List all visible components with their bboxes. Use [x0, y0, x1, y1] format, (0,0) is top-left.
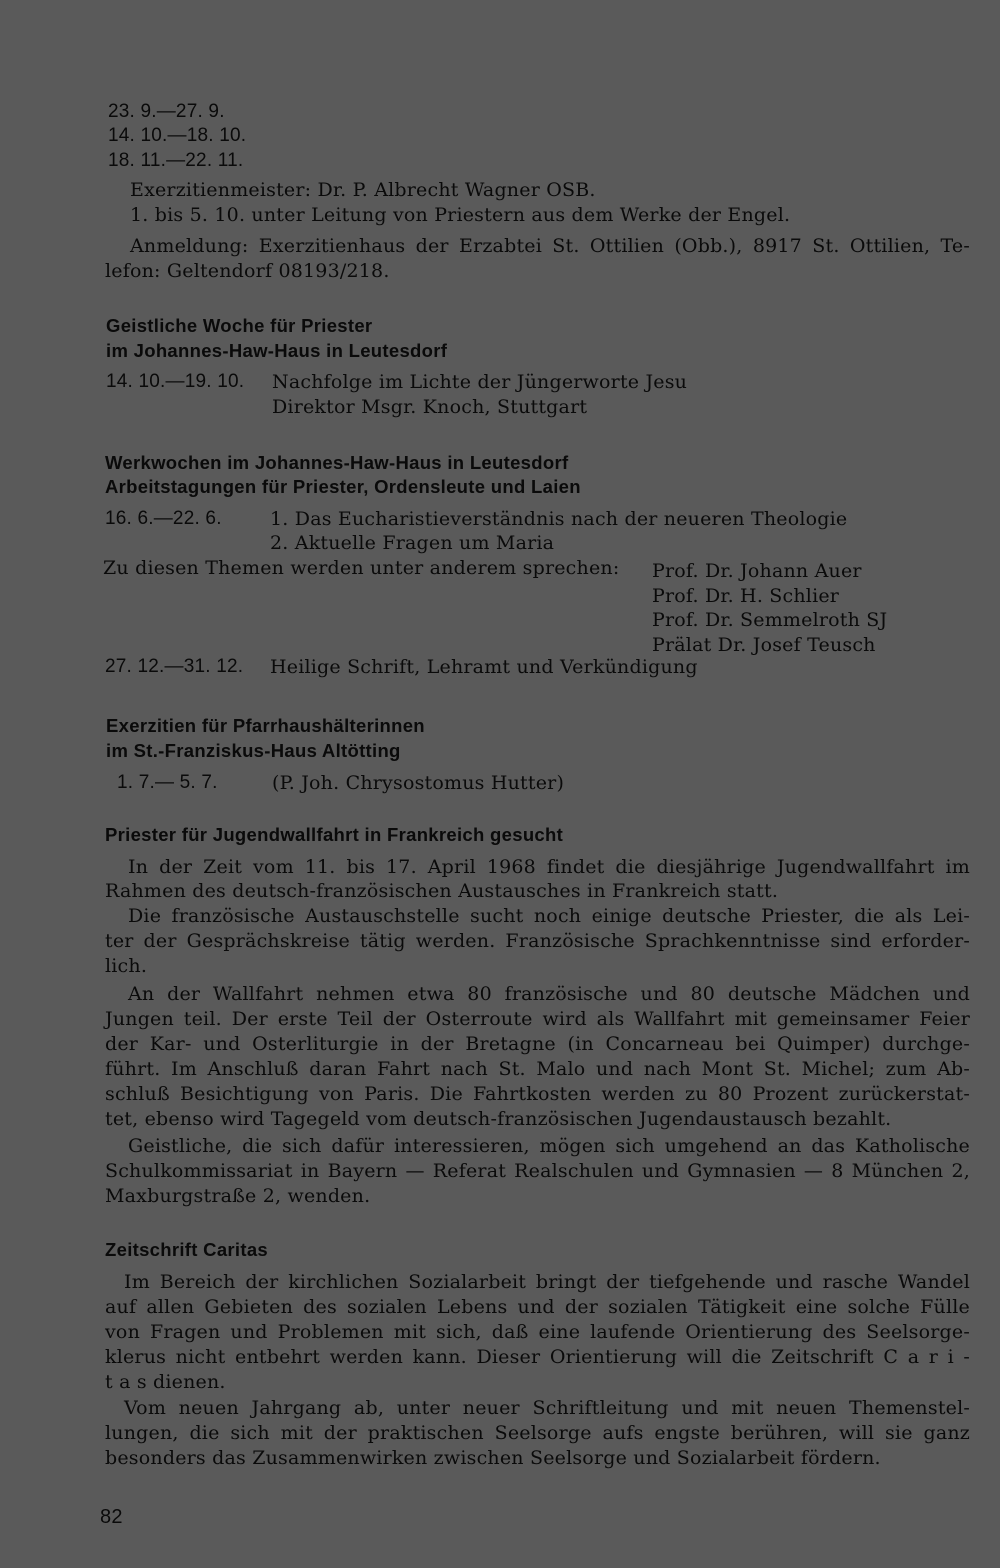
- speaker-name: Prälat Dr. Josef Teusch: [652, 634, 876, 656]
- body-line: von Fragen und Problemen mit sich, daß eine laufende Orientierung des Seelsorge-: [105, 1321, 970, 1343]
- body-line: Rahmen des deutsch-französischen Austausches in Frankreich statt.: [105, 880, 779, 902]
- speaker-name: Prof. Dr. H. Schlier: [652, 585, 840, 607]
- event-date: 27. 12.—31. 12.: [105, 656, 244, 677]
- retreat-master: Exerzitienmeister: Dr. P. Albrecht Wagner OSB.: [130, 179, 596, 201]
- event-topic: Heilige Schrift, Lehramt und Verkündigung: [270, 656, 698, 678]
- section-heading: im St.-Franziskus-Haus Altötting: [106, 740, 401, 761]
- registration-line: Anmeldung: Exerzitienhaus der Erzabtei St. Ottilien (Obb.), 8917 St. Ottilien, Te-: [130, 235, 970, 257]
- body-line: besonders das Zusammenwirken zwischen Seelsorge und Sozialarbeit fördern.: [105, 1447, 881, 1469]
- body-line: Schulkommissariat in Bayern — Referat Realschulen und Gymnasien — 8 München 2,: [105, 1160, 970, 1182]
- body-line: lungen, die sich mit der praktischen Seelsorge aufs engste berühren, will sie ganz: [105, 1422, 970, 1444]
- speaker-name: Prof. Dr. Johann Auer: [652, 560, 862, 582]
- body-line: In der Zeit vom 11. bis 17. April 1968 findet die diesjährige Jugendwallfahrt im: [128, 856, 970, 878]
- body-line: der Kar- und Osterliturgie in der Bretagne (in Concarneau bei Quimper) durchge-: [105, 1033, 970, 1055]
- body-line: Geistliche, die sich dafür interessieren, mögen sich umgehend an das Katholische: [128, 1135, 970, 1157]
- event-topic: 2. Aktuelle Fragen um Maria: [270, 532, 555, 554]
- body-line: lich.: [105, 955, 148, 977]
- event-date: 14. 10.—19. 10.: [106, 371, 245, 392]
- registration-line: lefon: Geltendorf 08193/218.: [105, 260, 390, 282]
- body-line: auf allen Gebieten des sozialen Lebens und der sozialen Tätigkeit eine solche Fülle: [105, 1296, 970, 1318]
- retreat-engel: 1. bis 5. 10. unter Leitung von Priestern aus dem Werke der Engel.: [130, 204, 791, 226]
- body-line: schluß Besichtigung von Paris. Die Fahrtkosten werden zu 80 Prozent zurückerstat-: [105, 1083, 970, 1105]
- retreat-date: 23. 9.—27. 9.: [108, 101, 225, 122]
- body-line: Im Bereich der kirchlichen Sozialarbeit bringt der tiefgehende und rasche Wandel: [124, 1271, 970, 1293]
- body-line: Die französische Austauschstelle sucht noch einige deutsche Priester, die als Lei-: [128, 905, 970, 927]
- event-speaker: Direktor Msgr. Knoch, Stuttgart: [272, 396, 588, 418]
- section-heading: im Johannes-Haw-Haus in Leutesdorf: [106, 340, 448, 361]
- event-date: 1. 7.— 5. 7.: [117, 772, 218, 793]
- page-number: 82: [100, 1506, 123, 1528]
- event-date: 16. 6.—22. 6.: [105, 508, 222, 529]
- section-heading: Werkwochen im Johannes-Haw-Haus in Leutesdorf: [105, 452, 569, 473]
- event-topic: Nachfolge im Lichte der Jüngerworte Jesu: [272, 371, 688, 393]
- section-heading: Priester für Jugendwallfahrt in Frankreich gesucht: [105, 824, 564, 845]
- body-line: An der Wallfahrt nehmen etwa 80 französische und 80 deutsche Mädchen und: [128, 983, 970, 1005]
- section-heading: Exerzitien für Pfarrhaushälterinnen: [106, 715, 425, 736]
- body-line: Vom neuen Jahrgang ab, unter neuer Schriftleitung und mit neuen Themenstel-: [124, 1397, 970, 1419]
- section-heading: Geistliche Woche für Priester: [106, 315, 373, 336]
- body-line: tet, ebenso wird Tagegeld vom deutsch-französischen Jugendaustausch bezahlt.: [105, 1108, 892, 1130]
- event-topic: 1. Das Eucharistieverständnis nach der neueren Theologie: [270, 508, 848, 530]
- body-line: t a s dienen.: [105, 1371, 226, 1393]
- speakers-intro: Zu diesen Themen werden unter anderem sprechen:: [103, 557, 620, 579]
- event-leader: (P. Joh. Chrysostomus Hutter): [272, 772, 565, 794]
- retreat-date: 18. 11.—22. 11.: [108, 150, 244, 171]
- speaker-name: Prof. Dr. Semmelroth SJ: [652, 609, 888, 631]
- body-line: Jungen teil. Der erste Teil der Osterroute wird als Wallfahrt mit gemeinsamer Feier: [105, 1008, 970, 1030]
- body-line: klerus nicht entbehrt werden kann. Dieser Orientierung will die Zeitschrift C a r i -: [105, 1346, 970, 1368]
- section-heading: Zeitschrift Caritas: [105, 1239, 268, 1260]
- section-heading: Arbeitstagungen für Priester, Ordensleute und Laien: [105, 476, 581, 497]
- body-line: führt. Im Anschluß daran Fahrt nach St. Malo und nach Mont St. Michel; zum Ab-: [105, 1058, 970, 1080]
- body-line: ter der Gesprächskreise tätig werden. Französische Sprachkenntnisse sind erforder-: [105, 930, 970, 952]
- body-line: Maxburgstraße 2, wenden.: [105, 1185, 371, 1207]
- retreat-date: 14. 10.—18. 10.: [108, 125, 247, 146]
